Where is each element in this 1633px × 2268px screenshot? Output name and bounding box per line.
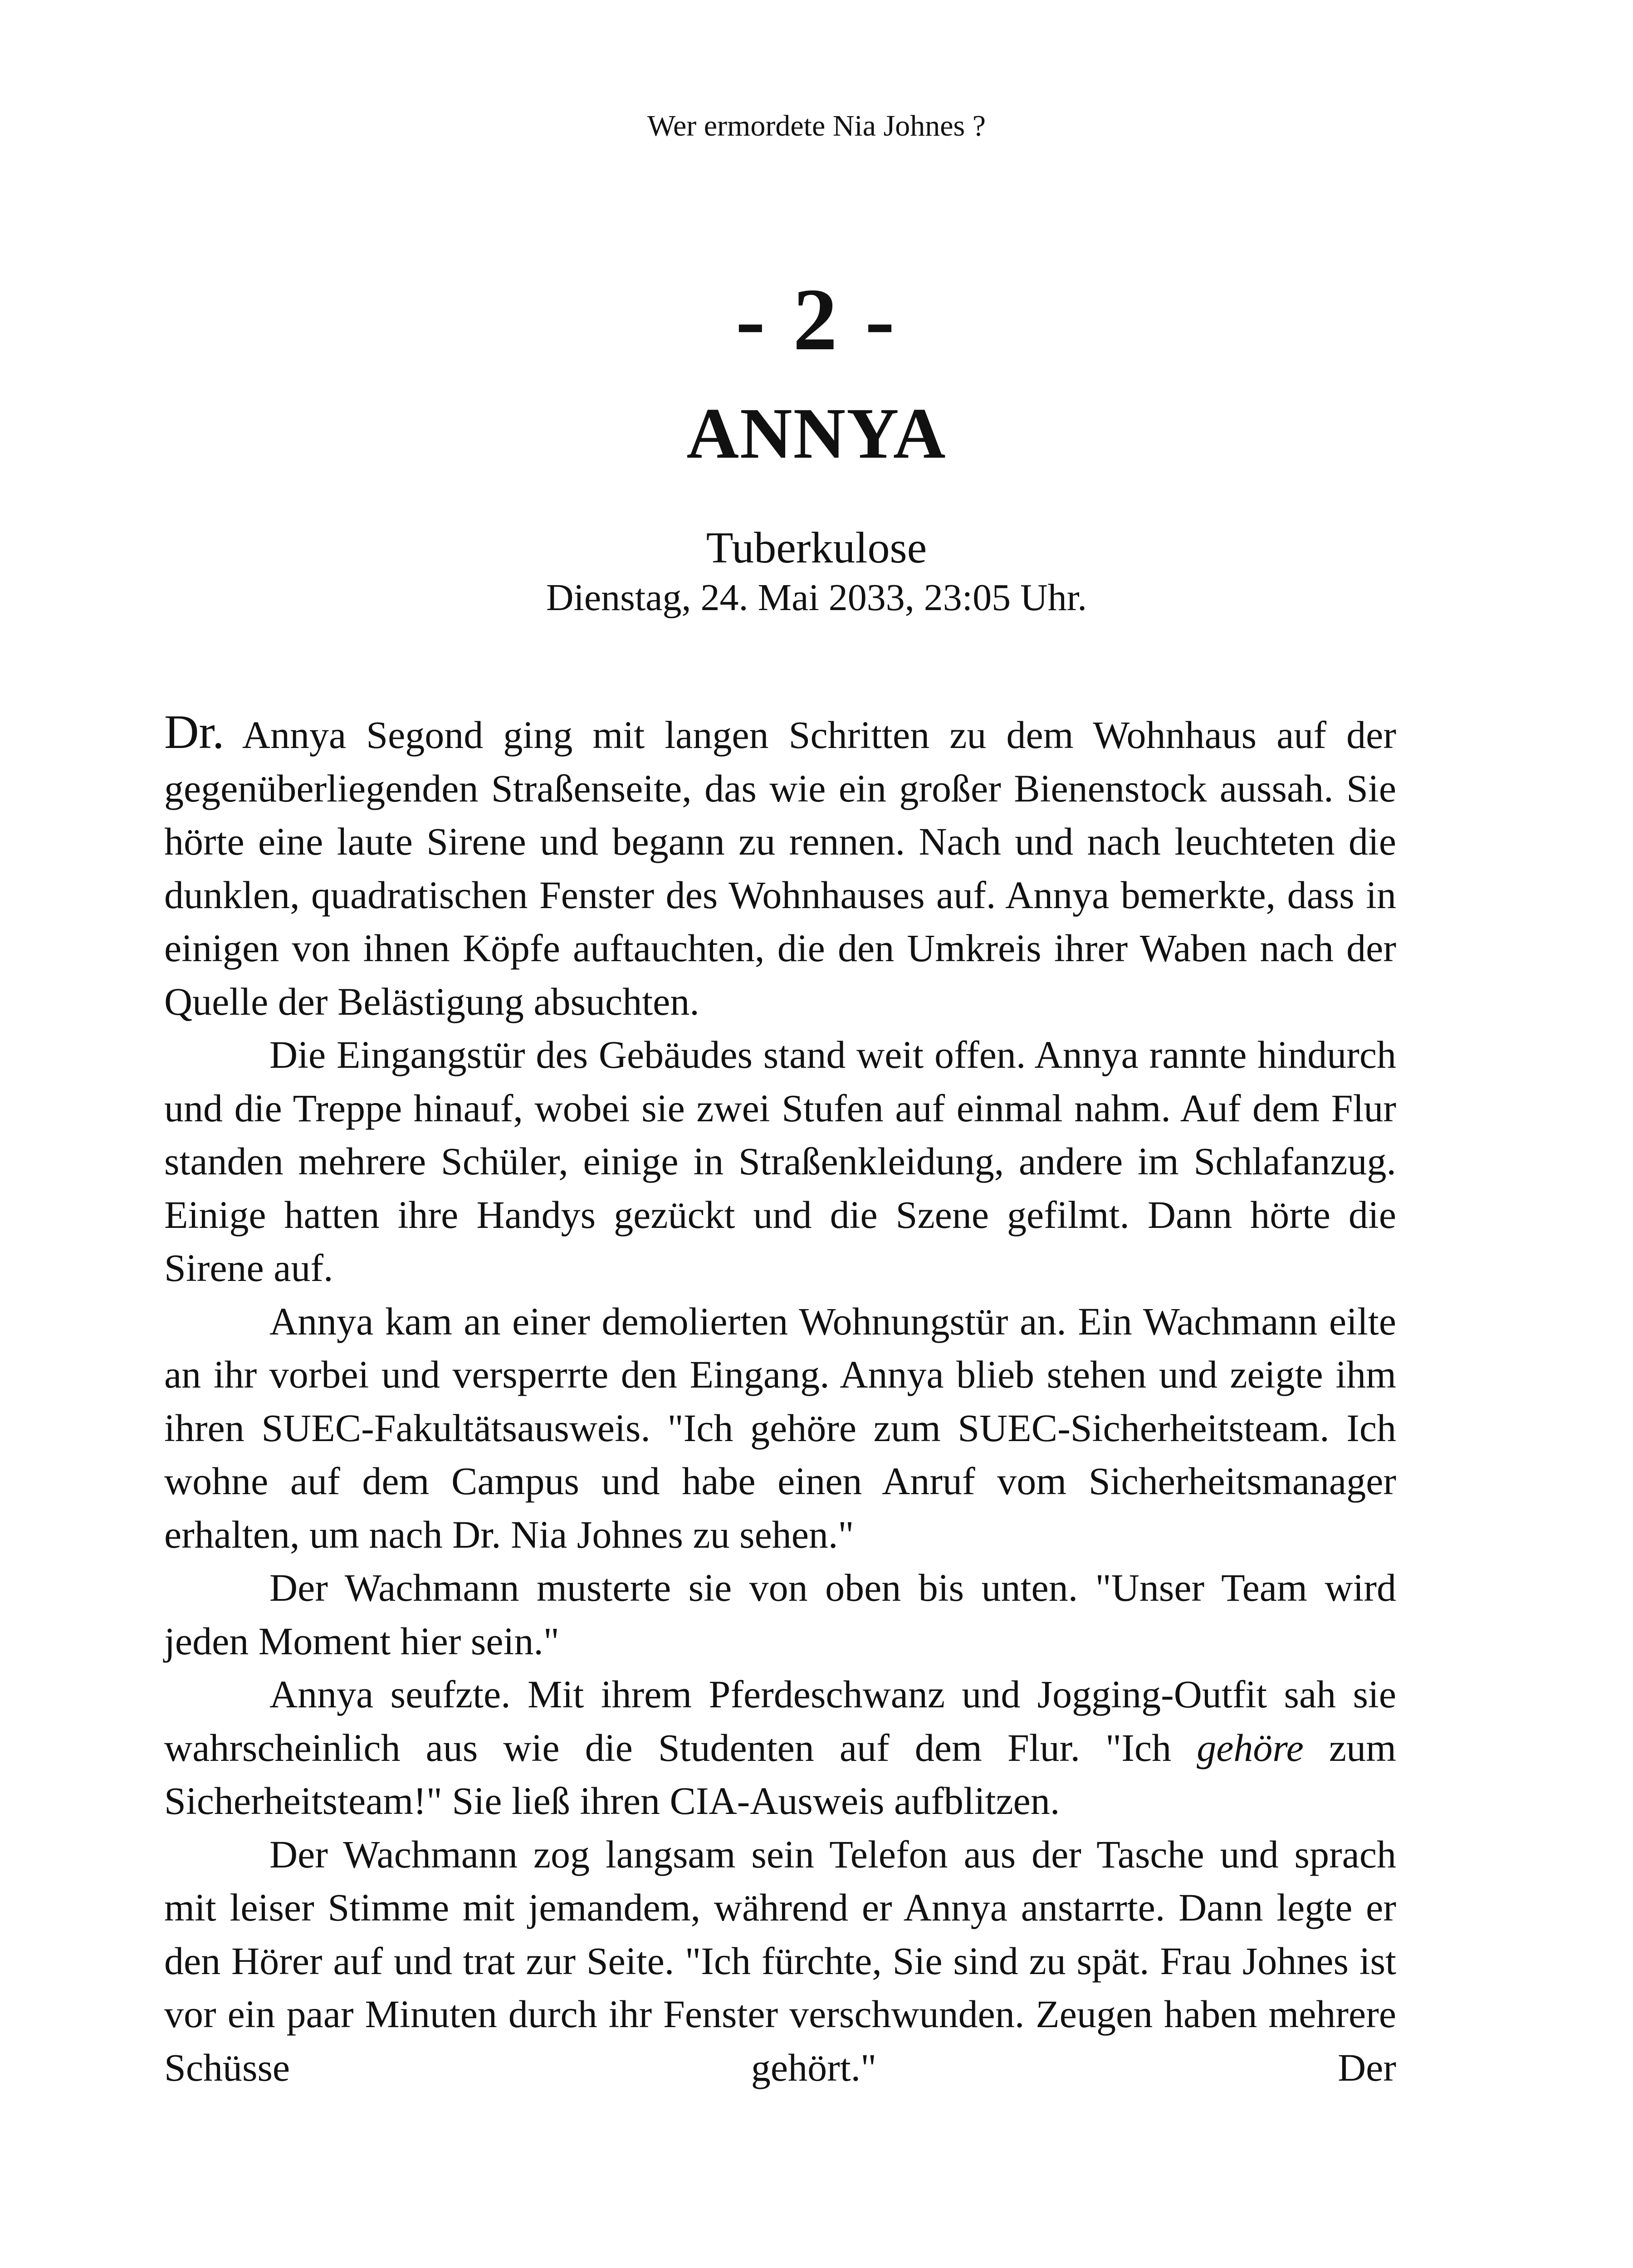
chapter-date: Dienstag, 24. Mai 2033, 23:05 Uhr.	[546, 577, 1087, 619]
running-header: Wer ermordete Nia Johnes ?	[647, 109, 986, 142]
paragraph-2: Die Eingangstür des Gebäudes stand weit offen. Annya rannte hindurch und die Treppe hinauf, wobei sie zwei Stufen auf einmal nahm. Auf dem Flur standen mehrere Schüler, einige in Straßenkleidung, andere im Schlafanzug. Einige hatten ihre Handys gezückt und die Szene gefilmt. Dann hörte die Sirene auf.	[164, 1033, 1396, 1290]
paragraph-3: Annya kam an einer demolierten Wohnungstür an. Ein Wachmann eilte an ihr vorbei und versperrte den Eingang. Annya blieb stehen und zeigte ihm ihren SUEC-Fakultätsausweis. "Ich gehöre zum SUEC-Sicherheitsteam. Ich wohne auf dem Campus und habe einen Anruf vom Sicherheitsmanager erhalten, um nach Dr. Nia Johnes zu sehen."	[164, 1299, 1396, 1556]
paragraph-text: zum Sicherheitsteam!" Sie ließ ihren CIA-Ausweis aufblitzen.	[164, 1725, 1396, 1823]
chapter-body	[164, 705, 1396, 2094]
paragraph-5	[164, 1668, 1396, 1828]
paragraph-6: Der Wachmann zog langsam sein Telefon aus der Tasche und sprach mit leiser Stimme mit jemandem, während er Annya anstarrte. Dann legte er den Hörer auf und trat zur Seite. "Ich fürchte, Sie sind zu spät. Frau Johnes ist vor ein paar Minuten durch ihr Fenster verschwunden. Zeugen haben mehrere Schüsse gehört." Der	[164, 1832, 1396, 2089]
emphasized-word: gehöre	[1197, 1725, 1304, 1769]
paragraph-opening-word: Dr.	[164, 705, 225, 758]
paragraph-1	[164, 705, 1396, 1028]
paragraph-4: Der Wachmann musterte sie von oben bis unten. "Unser Team wird jeden Moment hier sein."	[164, 1566, 1396, 1663]
paragraph-text: Annya Segond ging mit langen Schritten zu dem Wohnhaus auf der gegenüberliegenden Straßenseite, das wie ein großer Bienenstock aussah. Sie hörte eine laute Sirene und begann zu rennen. Nach und nach leuchteten die dunklen, quadratischen Fenster des Wohnhauses auf. Annya bemerkte, dass in einigen von ihnen Köpfe auftauchten, die den Umkreis ihrer Waben nach der Quelle der Belästigung absuchten.	[164, 713, 1396, 1023]
paragraph-text: Annya seufzte. Mit ihrem Pferdeschwanz und Jogging-Outfit sah sie wahrscheinlich aus wie die Studenten auf dem Flur. "Ich	[164, 1672, 1396, 1769]
chapter-subtitle: Tuberkulose	[706, 523, 927, 572]
chapter-title: ANNYA	[686, 393, 947, 474]
chapter-number: - 2 -	[735, 270, 898, 369]
